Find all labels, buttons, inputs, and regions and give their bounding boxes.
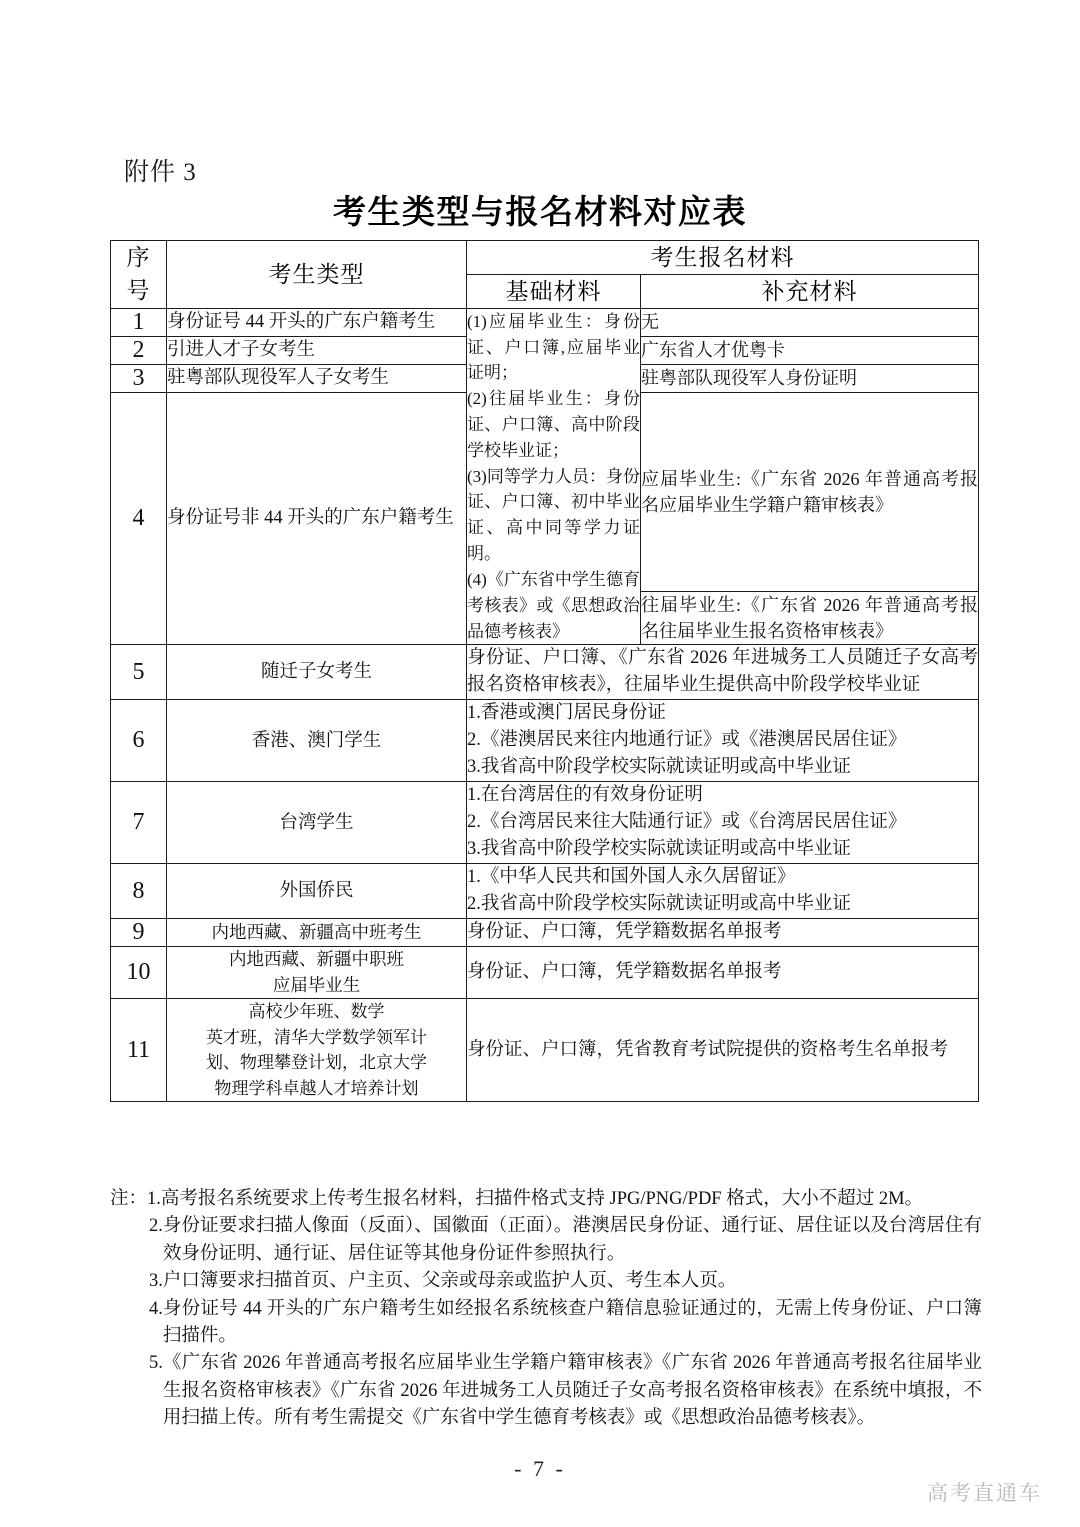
row-materials: 身份证、户口簿、《广东省 2026 年进城务工人员随迁子女高考报名资格审核表》，往届毕业生提供高中阶段学校毕业证: [467, 645, 979, 700]
header-serial-line2: 号: [126, 277, 151, 304]
row-candidate-type: 香港、澳门学生: [167, 700, 467, 782]
candidate-type-line: 英才班，清华大学数学领军计: [206, 1027, 427, 1047]
materials-line: 3.我省高中阶段学校实际就读证明或高中毕业证: [467, 757, 851, 778]
row-serial: 2: [111, 336, 167, 364]
row-supplementary-b: 往届毕业生:《广东省 2026 年普通高考报名往届毕业生报名资格审核表》: [641, 592, 979, 645]
row-serial: 4: [111, 392, 167, 645]
attachment-label: 附件 3: [124, 159, 197, 186]
row-candidate-type: 驻粤部队现役军人子女考生: [167, 364, 467, 392]
note-item: [110, 1350, 982, 1432]
row-candidate-type: 内地西藏、新疆高中班考生: [167, 919, 467, 947]
row-candidate-type: 身份证号 44 开头的广东户籍考生: [167, 308, 467, 336]
row-serial: 5: [111, 645, 167, 700]
row-supplementary-a: 应届毕业生:《广东省 2026 年普通高考报名应届毕业生学籍户籍审核表》: [641, 392, 979, 592]
note-number: 2.: [149, 1216, 163, 1237]
row-serial: 9: [111, 919, 167, 947]
materials-line: 2.我省高中阶段学校实际就读证明或高中毕业证: [467, 894, 851, 915]
candidate-type-line: 内地西藏、新疆中职班: [229, 949, 404, 970]
header-candidate-type: 考生类型: [167, 241, 467, 309]
basic-materials-item: (4)《广东省中学生德育考核表》或《思想政治品德考核表》: [467, 569, 640, 641]
row-materials: [467, 700, 979, 782]
row-serial: 7: [111, 782, 167, 864]
note-item: [110, 1296, 982, 1351]
page-title: 考生类型与报名材料对应表: [333, 193, 747, 230]
note-number: 4.: [149, 1298, 163, 1319]
table-row: [111, 999, 979, 1102]
row-materials: [467, 782, 979, 864]
basic-materials-item: (1)应届毕业生：身份证、户口簿,应届毕业证明；: [467, 311, 640, 383]
row-candidate-type: 随迁子女考生: [167, 645, 467, 700]
table-row: [111, 864, 979, 919]
row-serial: 11: [111, 999, 167, 1102]
row-serial: 8: [111, 864, 167, 919]
candidate-type-line: 应届毕业生: [272, 974, 361, 995]
materials-line: 1.在台湾居住的有效身份证明: [467, 785, 703, 806]
note-number: 3.: [149, 1271, 163, 1292]
note-item: [110, 1213, 982, 1268]
note-text: 身份证号 44 开头的广东户籍考生如经报名系统核查户籍信息验证通过的，无需上传身份证、户口簿扫描件。: [162, 1298, 982, 1346]
row-supplementary: 驻粤部队现役军人身份证明: [641, 364, 979, 392]
note-text: 高考报名系统要求上传考生报名材料，扫描件格式支持 JPG/PNG/PDF 格式，大小不超过 2M。: [160, 1189, 924, 1209]
row-supplementary: 广东省人才优粤卡: [641, 336, 979, 364]
candidate-materials-table-wrap: [110, 240, 978, 1102]
materials-line: 2.《港澳居民来往内地通行证》或《港澳居民居住证》: [467, 730, 907, 751]
table-row: [111, 919, 979, 947]
row-candidate-type: 引进人才子女考生: [167, 336, 467, 364]
note-item: [110, 1268, 982, 1295]
notes-label: 注：: [110, 1189, 148, 1209]
candidate-type-line: 划、物理攀登计划，北京大学: [206, 1053, 427, 1073]
row-materials: 身份证、户口簿，凭学籍数据名单报考: [467, 919, 979, 947]
row-serial: 1: [111, 308, 167, 336]
basic-materials-item: (3)同等学力人员：身份证、户口簿、初中毕业证、高中同等学力证明。: [467, 466, 640, 564]
table-row: [111, 782, 979, 864]
notes-section: [110, 1186, 982, 1432]
row-supplementary: 无: [641, 308, 979, 336]
row-candidate-type: [167, 999, 467, 1102]
row-candidate-type: 身份证号非 44 开头的广东户籍考生: [167, 392, 467, 645]
candidate-type-line: 物理学科卓越人才培养计划: [214, 1078, 419, 1098]
candidate-materials-table: [110, 240, 979, 1102]
page-number: - 7 -: [514, 1456, 566, 1481]
row-serial: 10: [111, 947, 167, 999]
header-basic-materials: 基础材料: [467, 274, 641, 308]
table-row: [111, 947, 979, 999]
table-header-row-1: [111, 241, 979, 275]
watermark: 高考直通车: [927, 1482, 1042, 1505]
row-candidate-type: [167, 947, 467, 999]
materials-line: 2.《台湾居民来往大陆通行证》或《台湾居民居住证》: [467, 812, 907, 833]
row-candidate-type: 外国侨民: [167, 864, 467, 919]
note-number: 5.: [149, 1353, 163, 1374]
candidate-type-line: 高校少年班、数学: [248, 1002, 385, 1022]
basic-materials-merged-cell: [467, 308, 641, 645]
note-text: 《广东省 2026 年普通高考报名应届毕业生学籍户籍审核表》《广东省 2026 年普通高考报名往届毕业生报名资格审核表》《广东省 2026 年进城务工人员随迁子女高考报名资格审核表》在系统中填报，不用扫描上传。所有考生需提交《广东省中学生德育考核表》或《思想政治品德考核表》。: [162, 1353, 982, 1428]
note-number: 1.: [147, 1189, 161, 1209]
table-row: [111, 645, 979, 700]
header-serial-line1: 序: [126, 244, 151, 270]
row-serial: 3: [111, 364, 167, 392]
table-row: [111, 308, 979, 336]
row-candidate-type: 台湾学生: [167, 782, 467, 864]
row-serial: 6: [111, 700, 167, 782]
materials-line: 3.我省高中阶段学校实际就读证明或高中毕业证: [467, 839, 851, 860]
basic-materials-item: (2)往届毕业生：身份证、户口簿、高中阶段学校毕业证；: [467, 389, 640, 460]
note-item: [110, 1186, 982, 1213]
table-row: [111, 700, 979, 782]
header-materials-group: 考生报名材料: [467, 241, 979, 275]
note-text: 户口簿要求扫描首页、户主页、父亲或母亲或监护人页、考生本人页。: [162, 1271, 737, 1292]
materials-line: 1.香港或澳门居民身份证: [467, 703, 666, 724]
header-supplementary-materials: 补充材料: [641, 274, 979, 308]
materials-line: 1.《中华人民共和国外国人永久居留证》: [467, 867, 796, 888]
row-materials: [467, 864, 979, 919]
row-materials: 身份证、户口簿，凭省教育考试院提供的资格考生名单报考: [467, 999, 979, 1102]
header-serial: [111, 241, 167, 309]
row-materials: 身份证、户口簿，凭学籍数据名单报考: [467, 947, 979, 999]
note-text: 身份证要求扫描人像面（反面）、国徽面（正面）。港澳居民身份证、通行证、居住证以及台湾居住有效身份证明、通行证、居住证等其他身份证件参照执行。: [162, 1216, 982, 1264]
